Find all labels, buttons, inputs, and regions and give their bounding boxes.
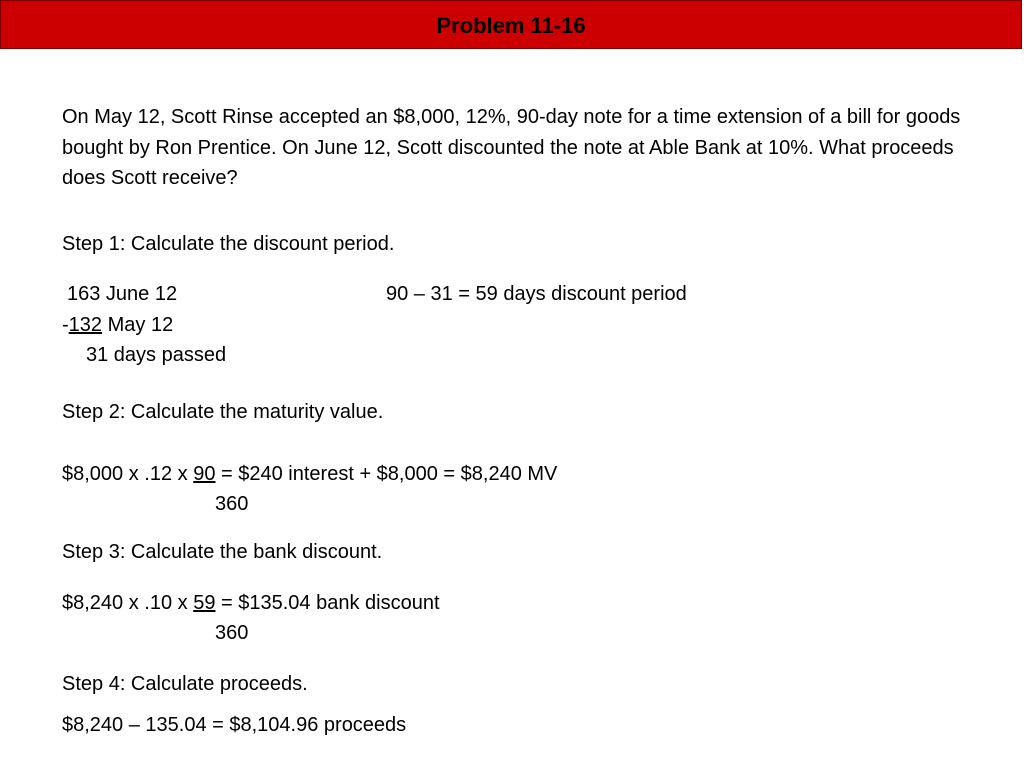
- step1-heading: Step 1: Calculate the discount period.: [62, 233, 395, 255]
- may-label: May 12: [102, 314, 174, 336]
- step2-heading: Step 2: Calculate the maturity value.: [62, 401, 384, 423]
- step4-result: $8,240 – 135.04 = $8,104.96 proceeds: [62, 714, 407, 736]
- step1-days-passed: 31 days passed: [86, 344, 227, 366]
- problem-statement: On May 12, Scott Rinse accepted an $8,000, 12%, 90-day note for a time extension of a bill for goods bought by Ron Prentice. On June 12, Scott discounted the note at Able Bank at 10%. What proceeds does Scott receive?: [62, 106, 961, 189]
- step3-heading: Step 3: Calculate the bank discount.: [62, 541, 383, 563]
- page-title: Problem 11-16: [436, 12, 586, 38]
- step3-equation: [62, 591, 440, 615]
- may-day-number: 132: [68, 314, 103, 336]
- step2-suffix: = $240 interest + $8,000 = $8,240 MV: [215, 463, 558, 485]
- step2-denominator: 360: [215, 493, 249, 515]
- step1-line-may: [62, 313, 173, 337]
- step3-suffix: = $135.04 bank discount: [215, 592, 440, 614]
- step4-heading: Step 4: Calculate proceeds.: [62, 673, 308, 695]
- step2-equation: [62, 462, 557, 486]
- step2-prefix: $8,000 x .12 x: [62, 463, 194, 485]
- step1-result: 90 – 31 = 59 days discount period: [386, 283, 687, 305]
- step3-denominator: 360: [215, 622, 249, 644]
- title-bar: [0, 0, 1022, 49]
- step1-line-june: 163 June 12: [67, 283, 178, 305]
- step3-prefix: $8,240 x .10 x: [62, 592, 194, 614]
- step3-numerator: 59: [193, 592, 216, 614]
- step2-numerator: 90: [193, 463, 216, 485]
- minus-sign: -: [62, 314, 69, 336]
